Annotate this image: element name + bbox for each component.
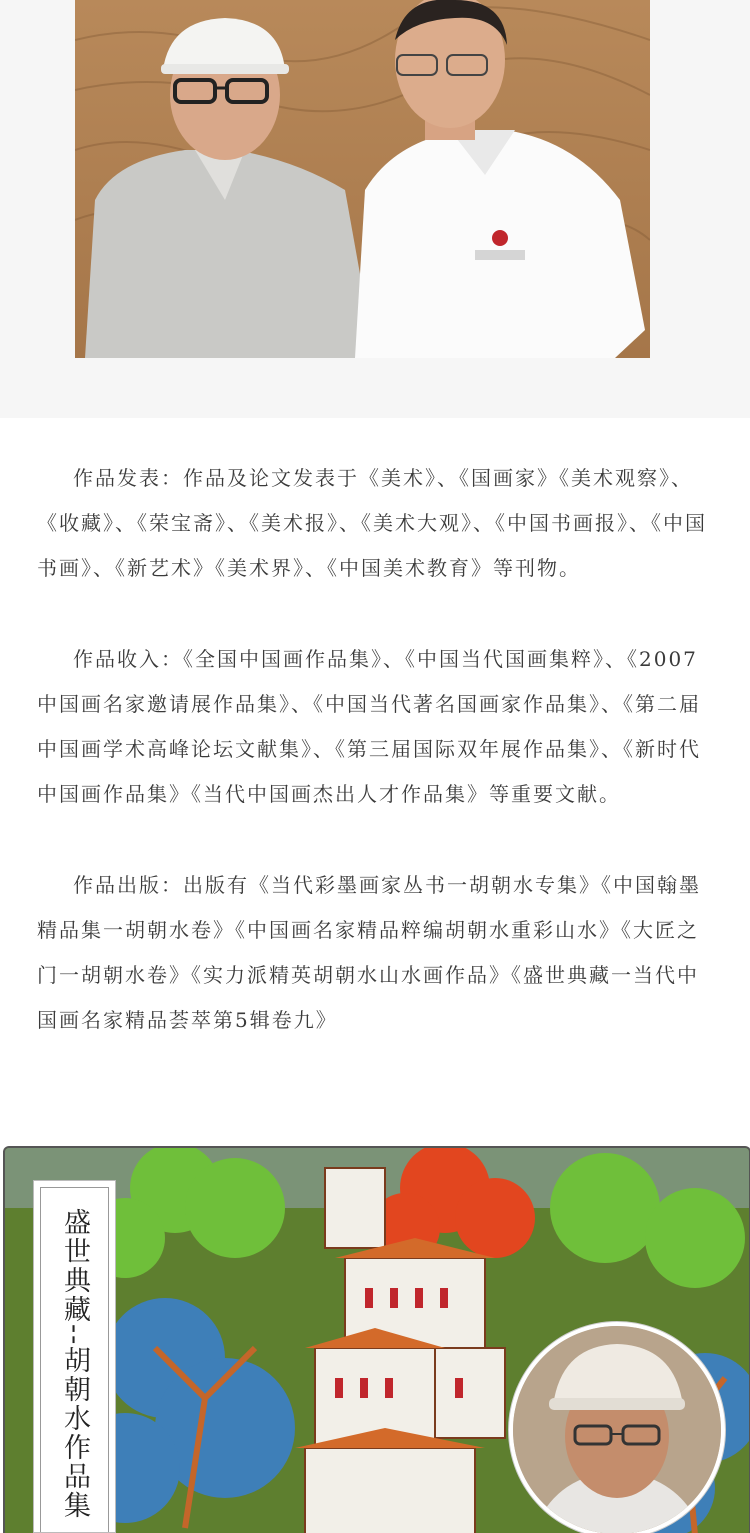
photo-section [0,0,750,418]
paragraph-collections: 作品收入：《全国中国画作品集》、《中国当代国画集粹》、《2007中国画名家邀请展作品集》、《中国当代著名国画家作品集》、《第二届中国画学术高峰论坛文献集》、《第三届国际双年展作品集》、《新时代中国画作品集》《当代中国画杰出人才作品集》等重要文献。 [37,647,701,806]
avatar-portrait-illustration [513,1326,721,1533]
album-title-panel [33,1180,116,1533]
artist-avatar [509,1322,725,1533]
paragraph-publications: 作品发表：作品及论文发表于《美术》、《国画家》《美术观察》、《收藏》、《荣宝斋》、《美术报》、《美术大观》、《中国书画报》、《中国书画》、《新艺术》《美术界》、《中国美术教育》等刊物。 [37,466,707,580]
article-body [37,456,717,1089]
two-men-photo-illustration [75,0,650,358]
artist-photo [75,0,650,358]
paragraph-published-books: 作品出版：出版有《当代彩墨画家丛书一胡朝水专集》《中国翰墨精品集一胡朝水卷》《中国画名家精品粹编胡朝水重彩山水》《大匠之门一胡朝水卷》《实力派精英胡朝水山水画作品》《盛世典藏一当代中国画名家精品荟萃第5辑卷九》 [37,873,701,1032]
album-title: 盛世典藏--胡朝水作品集 [59,1208,90,1521]
